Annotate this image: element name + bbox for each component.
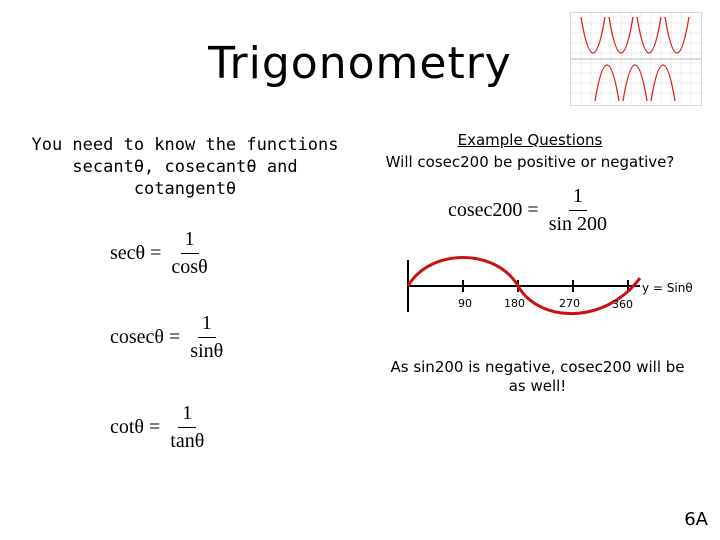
sec-denominator: cosθ (171, 256, 208, 278)
cosec-fraction (186, 312, 227, 363)
example-question: Will cosec200 be positive or negative? (385, 153, 675, 171)
sec-numerator: 1 (181, 228, 199, 254)
conclusion-text: As sin200 is negative, cosec200 will be as well! (390, 358, 685, 395)
tick-label-360: 360 (612, 298, 633, 311)
cosec200-fraction (545, 185, 611, 236)
reciprocal-graph-thumbnail (570, 12, 702, 106)
curve-label: y = Sinθ (642, 281, 693, 295)
tick-label-180: 180 (504, 297, 525, 310)
cot-numerator: 1 (178, 402, 196, 428)
sec-fraction (167, 228, 211, 279)
tick-label-270: 270 (559, 297, 580, 310)
cot-fraction (166, 402, 208, 453)
cosec-formula (110, 312, 227, 363)
cosec-denominator: sinθ (190, 340, 224, 362)
tick-label-90: 90 (458, 297, 472, 310)
sine-graph (400, 256, 650, 316)
cot-denominator: tanθ (170, 430, 205, 452)
cosec-formula-lhs: cosecθ = (110, 326, 181, 348)
cot-formula-lhs: cotθ = (110, 416, 161, 438)
cosec200-lhs: cosec200 = (448, 199, 539, 221)
example-heading: Example Questions (457, 131, 603, 149)
slide-number: 6A (684, 509, 708, 530)
cosec-numerator: 1 (198, 312, 216, 338)
cosec200-formula (448, 185, 611, 236)
cosec200-denominator: sin 200 (548, 213, 608, 235)
slide-title: Trigonometry (208, 38, 512, 89)
sec-formula (110, 228, 212, 279)
cot-formula (110, 402, 208, 453)
sec-formula-lhs: secθ = (110, 242, 162, 264)
cosec200-numerator: 1 (569, 185, 587, 211)
intro-text: You need to know the functions secantθ, cosecantθ and cotangentθ (31, 135, 339, 199)
